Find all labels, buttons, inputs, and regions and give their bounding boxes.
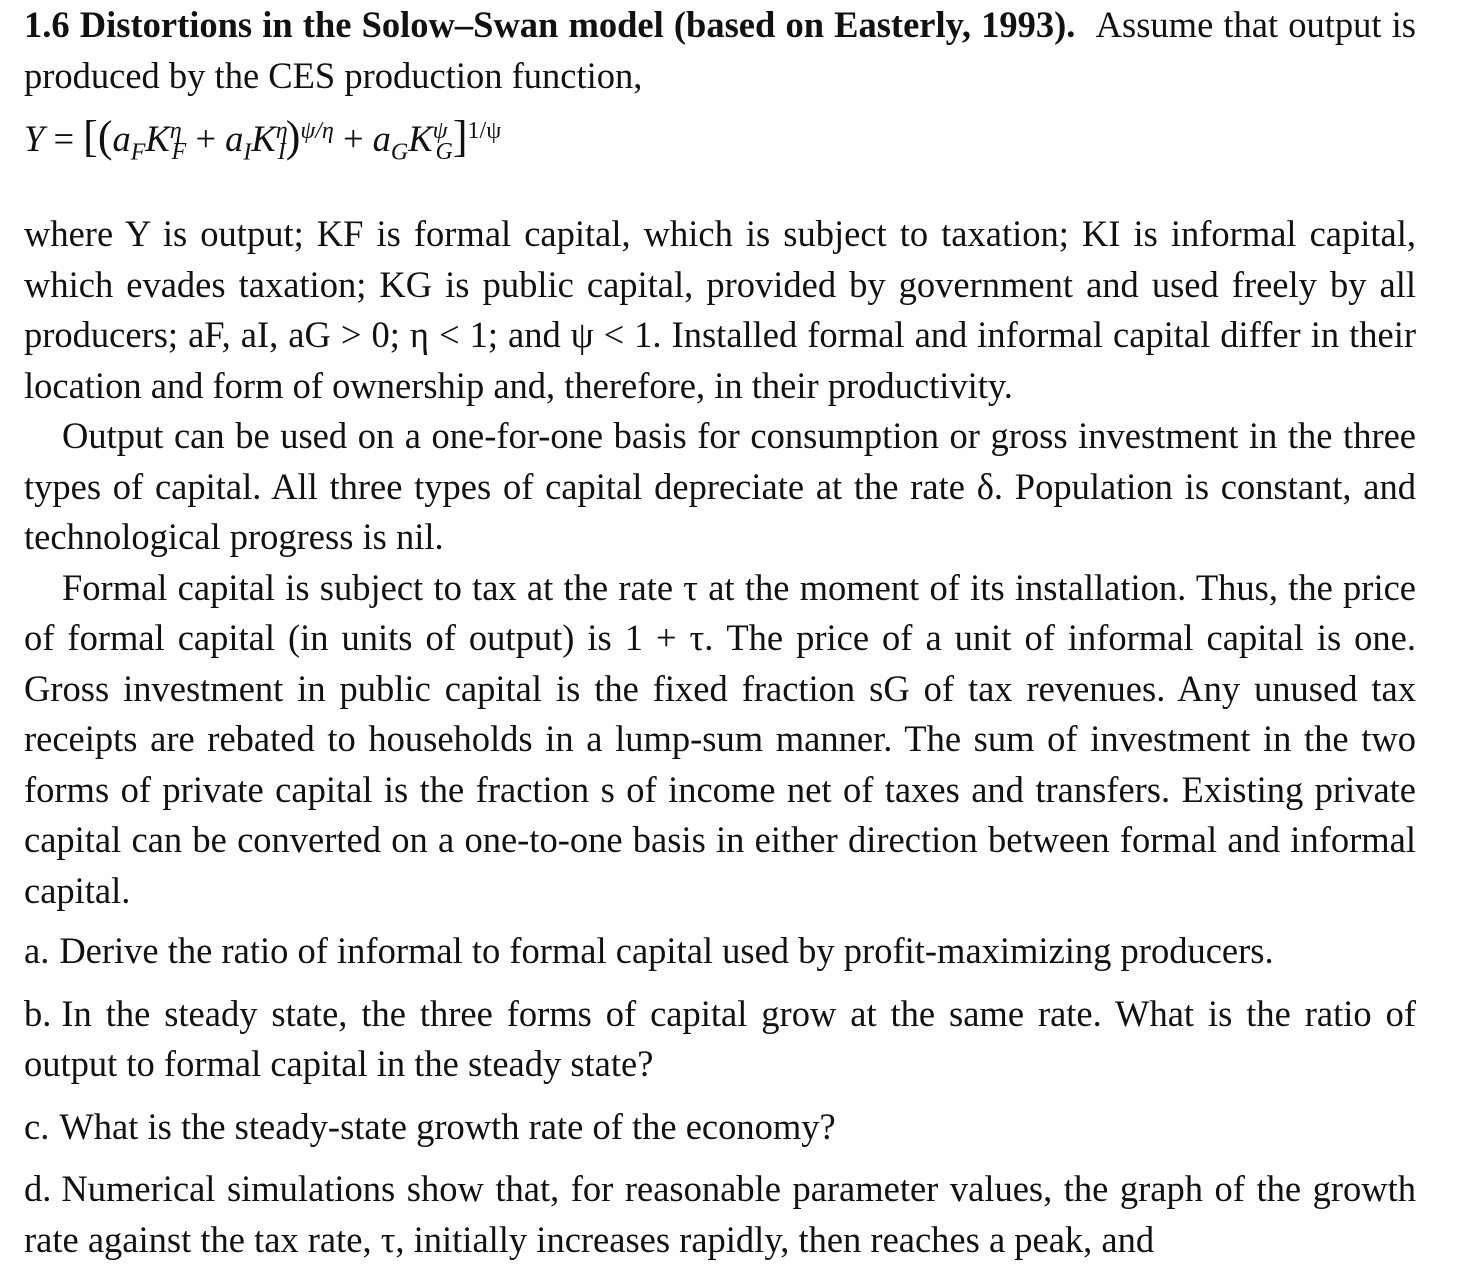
question-d [24, 1164, 1416, 1265]
problem-intro [24, 0, 1416, 101]
question-c [24, 1102, 1416, 1153]
equation-rendered: $Y = [(a_FK^\eta_F + a_IK^\eta_I)^{\psi/\eta} + a_GK^\psi_G]^{1/\psi}$ [24, 112, 502, 166]
question-text: Numerical simulations show that, for reasonable parameter values, the graph of the growth rate against the tax rate, τ, initially increases rapidly, then reaches a peak, and [24, 1168, 1416, 1260]
question-text: What is the steady-state growth rate of the economy? [59, 1105, 836, 1147]
question-label: b. [24, 992, 52, 1034]
question-label: c. [24, 1105, 50, 1147]
paragraph-taxation: Formal capital is subject to tax at the rate τ at the moment of its installation. Thus, the price of formal capital (in units of output) is 1 + τ. The price of a unit of informal capital is one. Gross investment in public capital is the fixed fraction sG of tax revenues. Any unused tax receipts are rebated to households in a lump-sum manner. The sum of investment in the two forms of private capital is the fraction s of income net of taxes and transfers. Existing private capital can be converted on a one-to-one basis in either direction between formal and informal capital. [24, 566, 1416, 911]
question-text: Derive the ratio of informal to formal capital used by profit-maximizing producers. [59, 930, 1274, 971]
ces-production-function [24, 101, 1416, 209]
problem-title: 1.6 Distortions in the Solow–Swan model (based on Easterly, 1993). [24, 4, 1076, 45]
textbook-page [24, 0, 1416, 1265]
question-text: In the steady state, the three forms of capital grow at the same rate. What is the ratio of output to formal capital in the steady state? [24, 992, 1416, 1084]
paragraph-definitions: where Y is output; KF is formal capital, which is subject to taxation; KI is informal capital, which evades taxation; KG is public capital, provided by government and used freely by all producers; aF, aI, aG > 0; η < 1; and ψ < 1. Installed formal and informal capital differ in their location and form of ownership and, therefore, in their productivity. [24, 213, 1416, 406]
question-label: a. [24, 930, 50, 971]
problem-lead: Assume that output is produced by the CES production function, [24, 4, 1417, 96]
paragraph-output-use: Output can be used on a one-for-one basis for consumption or gross investment in the three types of capital. All three types of capital depreciate at the rate δ. Population is constant, and technological progress is nil. [24, 415, 1416, 557]
question-a [24, 926, 1416, 977]
question-label: d. [24, 1168, 52, 1209]
question-b [24, 989, 1416, 1090]
